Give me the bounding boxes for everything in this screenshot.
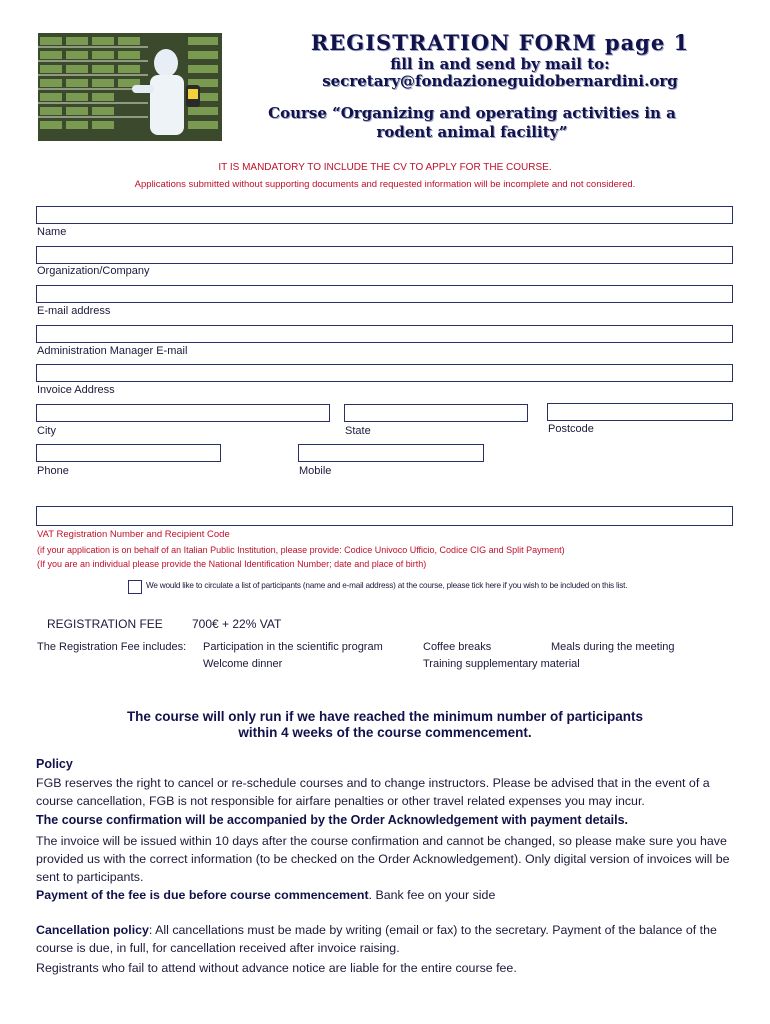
email-label: E-mail address bbox=[37, 305, 111, 317]
course-title-line1: Course “Organizing and operating activities in a bbox=[268, 104, 676, 122]
invoice-address-label: Invoice Address bbox=[37, 384, 115, 396]
minimum-participants-notice bbox=[60, 709, 710, 741]
postcode-label: Postcode bbox=[548, 423, 594, 435]
confirmation-notice: The course confirmation will be accompanied by the Order Acknowledgement with payment details. bbox=[36, 813, 629, 827]
registration-fee-amount: 700€ + 22% VAT bbox=[192, 617, 282, 631]
phone-label: Phone bbox=[37, 465, 69, 477]
state-field[interactable] bbox=[344, 404, 528, 422]
course-title bbox=[232, 104, 712, 142]
vat-field[interactable] bbox=[36, 506, 733, 526]
cancellation-policy bbox=[36, 921, 736, 957]
send-instruction: fill in and send by mail to: bbox=[390, 55, 610, 73]
admin-email-field[interactable] bbox=[36, 325, 733, 343]
vat-note-public: (if your application is on behalf of an Italian Public Institution, please provide: Codice Univoco Ufficio, Codice CIG and Split Payment) bbox=[37, 545, 565, 555]
city-field[interactable] bbox=[36, 404, 330, 422]
name-field[interactable] bbox=[36, 206, 733, 224]
minimum-notice-line2: within 4 weeks of the course commencement. bbox=[238, 725, 532, 740]
payment-notice bbox=[36, 886, 736, 904]
participants-list-label: We would like to circulate a list of participants (name and e-mail address) at the course, please tick here if you wish to be included on this list. bbox=[146, 581, 628, 590]
state-label: State bbox=[345, 425, 371, 437]
organization-field[interactable] bbox=[36, 246, 733, 264]
header-photo bbox=[38, 33, 222, 141]
course-title-line2: rodent animal facility” bbox=[376, 123, 568, 141]
invoice-notice: The invoice will be issued within 10 days after the course confirmation and cannot be changed, so please make sure you have provided us with the correct information (to be checked on the Order Acknowledgement). Only digital version of invoices will be sent to participants. bbox=[36, 834, 730, 884]
organization-label: Organization/Company bbox=[37, 265, 150, 277]
no-show-notice: Registrants who fail to attend without advance notice are liable for the entire course fee. bbox=[36, 961, 517, 975]
policy-text: FGB reserves the right to cancel or re-schedule courses and to change instructors. Please be advised that in the event of a course cancellation, FGB is not responsible for airfare penalties or other travel related expenses you may incur. bbox=[36, 776, 710, 808]
city-label: City bbox=[37, 425, 56, 437]
postcode-field[interactable] bbox=[547, 403, 733, 421]
fee-item-welcome-dinner: Welcome dinner bbox=[203, 658, 283, 670]
email-field[interactable] bbox=[36, 285, 733, 303]
form-title: REGISTRATION FORM page 1 bbox=[310, 30, 690, 55]
fee-item-meals: Meals during the meeting bbox=[551, 641, 675, 653]
cancellation-policy-bold: Cancellation policy bbox=[36, 923, 149, 937]
mobile-field[interactable] bbox=[298, 444, 484, 462]
participants-list-checkbox[interactable] bbox=[128, 580, 142, 594]
cancellation-policy-rest: : All cancellations must be made by writing (email or fax) to the secretary. Payment of the balance of the course is due, in full, for cancellation received after invoice raising. bbox=[36, 923, 717, 955]
fee-item-coffee-breaks: Coffee breaks bbox=[423, 641, 492, 653]
admin-email-label: Administration Manager E-mail bbox=[37, 345, 188, 357]
vat-label: VAT Registration Number and Recipient Code bbox=[37, 529, 230, 540]
fee-includes-label: The Registration Fee includes: bbox=[37, 641, 187, 653]
mandatory-notice: IT IS MANDATORY TO INCLUDE THE CV TO APPLY FOR THE COURSE. bbox=[218, 162, 552, 173]
fee-item-training-material: Training supplementary material bbox=[423, 658, 580, 670]
secretary-email: secretary@fondazioneguidobernardini.org bbox=[322, 72, 678, 90]
registration-fee-label: REGISTRATION FEE bbox=[47, 617, 163, 631]
payment-notice-bold: Payment of the fee is due before course commencement bbox=[36, 888, 369, 902]
mobile-label: Mobile bbox=[299, 465, 332, 477]
vat-note-individual: (If you are an individual please provide the National Identification Number; date and place of birth) bbox=[37, 559, 427, 569]
invoice-address-field[interactable] bbox=[36, 364, 733, 382]
payment-notice-rest: . Bank fee on your side bbox=[368, 888, 496, 902]
incomplete-notice: Applications submitted without supporting documents and requested information will be incomplete and not considered. bbox=[134, 179, 636, 190]
name-label: Name bbox=[37, 226, 67, 238]
phone-field[interactable] bbox=[36, 444, 221, 462]
fee-item-scientific-program: Participation in the scientific program bbox=[203, 641, 383, 653]
policy-heading: Policy bbox=[36, 757, 73, 771]
minimum-notice-line1: The course will only run if we have reached the minimum number of participants bbox=[126, 709, 644, 724]
